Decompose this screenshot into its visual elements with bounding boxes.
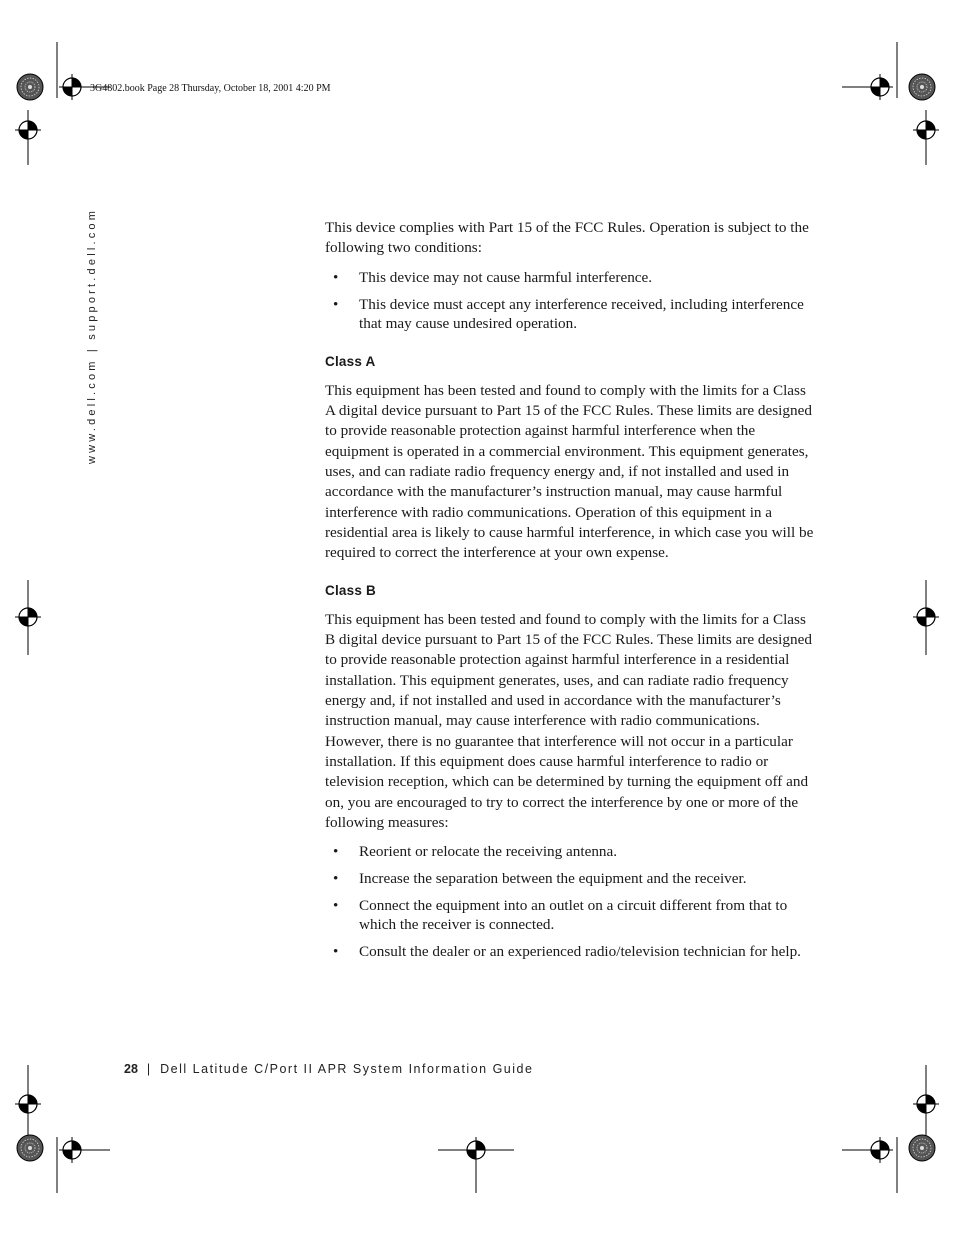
measures-list: [325, 842, 815, 961]
crosshair-icon: [913, 117, 939, 143]
bullet-icon: •: [333, 843, 339, 861]
crosshair-icon: [867, 74, 893, 100]
footer-separator: |: [146, 1062, 151, 1076]
list-item: • Reorient or relocate the receiving antenna.: [333, 843, 618, 861]
crosshair-icon: [15, 117, 41, 143]
color-bar-icon: [17, 1135, 43, 1161]
sidebar-url: www.dell.com | support.dell.com: [86, 207, 98, 464]
bullet-icon: •: [333, 870, 339, 888]
main-content: [325, 218, 815, 969]
footer-title: Dell Latitude C/Port II APR System Information Guide: [160, 1062, 534, 1076]
class-a-paragraph: This equipment has been tested and found to comply with the limits for a Class A digital device pursuant to Part 15 of the FCC Rules. These limits are designed to provide reasonable protection against harmful interference when the equipment is operated in a commercial environment. This equipment generates, uses, and can radiate radio frequency energy and, if not installed and used in accordance with the manufacturer’s instruction manual, may cause harmful interference with radio communications. Operation of this equipment in a residential area is likely to cause harmful interference, in which case you will be required to correct the interference at your own expense.: [325, 381, 814, 562]
bullet-icon: •: [333, 268, 339, 286]
class-b-heading: Class B: [325, 582, 376, 598]
crosshair-icon: [463, 1137, 489, 1163]
list-item: • Connect the equipment into an outlet on a circuit different from that to which the receiver is connected.: [333, 897, 788, 934]
page-number: 28: [124, 1062, 138, 1076]
class-a-heading: Class A: [325, 353, 376, 369]
crosshair-icon: [913, 1091, 939, 1117]
conditions-list: [325, 268, 815, 333]
crosshair-icon: [59, 1137, 85, 1163]
color-bar-icon: [909, 1135, 935, 1161]
color-bar-icon: [17, 74, 43, 100]
bullet-icon: •: [333, 943, 339, 961]
bullet-icon: •: [333, 897, 339, 915]
crosshair-icon: [15, 604, 41, 630]
crosshair-icon: [867, 1137, 893, 1163]
class-b-paragraph: This equipment has been tested and found to comply with the limits for a Class B digital device pursuant to Part 15 of the FCC Rules. These limits are designed to provide reasonable protection against harmful interference in a residential installation. This equipment generates, uses, and can radiate radio frequency energy and, if not installed and used in accordance with the manufacturer’s instruction manual, may cause interference with radio communications. However, there is no guarantee that interference will not occur in a particular installation. If this equipment does cause harmful interference to radio or television reception, which can be determined by turning the equipment off and on, you are encouraged to try to correct the interference by one or more of the following measures:: [325, 610, 812, 831]
crosshair-icon: [59, 74, 85, 100]
color-bar-icon: [909, 74, 935, 100]
print-header-meta: 3G4802.book Page 28 Thursday, October 18, 2001 4:20 PM: [90, 83, 331, 94]
list-item: • Increase the separation between the equipment and the receiver.: [333, 870, 747, 888]
intro-paragraph: This device complies with Part 15 of the FCC Rules. Operation is subject to the following two conditions:: [325, 219, 809, 257]
crosshair-icon: [15, 1091, 41, 1117]
list-item: • This device must accept any interference received, including interference that may cause undesired operation.: [333, 295, 804, 332]
crosshair-icon: [913, 604, 939, 630]
list-item: • Consult the dealer or an experienced radio/television technician for help.: [333, 943, 801, 961]
list-item: • This device may not cause harmful interference.: [333, 268, 653, 286]
page-footer: [124, 1062, 533, 1076]
bullet-icon: •: [333, 295, 339, 313]
